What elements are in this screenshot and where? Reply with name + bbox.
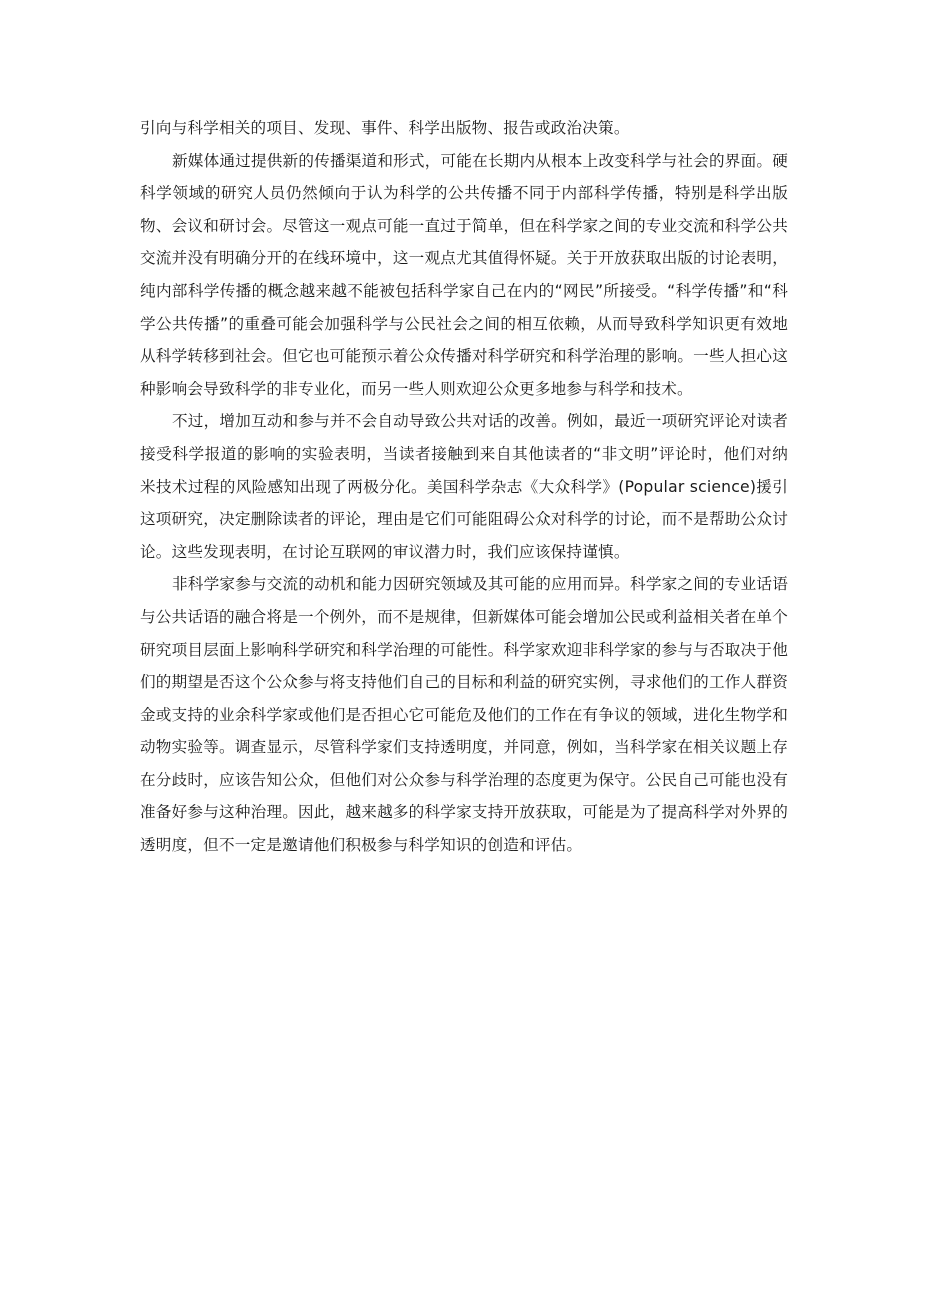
paragraph-new-media: 新媒体通过提供新的传播渠道和形式，可能在长期内从根本上改变科学与社会的界面。硬科学领域的研究人员仍然倾向于认为科学的公共传播不同于内部科学传播，特别是科学出版物、会议和研讨会。尽管这一观点可能一直过于简单，但在科学家之间的专业交流和科学公共交流并没有明确分开的在线环境中，这一观点尤其值得怀疑。关于开放获取出版的讨论表明，纯内部科学传播的概念越来越不能被包括科学家自己在内的“网民”所接受。“科学传播”和“科学公共传播”的重叠可能会加强科学与公民社会之间的相互依赖，从而导致科学知识更有效地从科学转移到社会。但它也可能预示着公众传播对科学研究和科学治理的影响。一些人担心这种影响会导致科学的非专业化，而另一些人则欢迎公众更多地参与科学和技术。 <box>140 151 788 398</box>
paragraph-participation: 非科学家参与交流的动机和能力因研究领域及其可能的应用而异。科学家之间的专业话语与公共话语的融合将是一个例外，而不是规律，但新媒体可能会增加公民或利益相关者在单个研究项目层面上影响科学研究和科学治理的可能性。科学家欢迎非科学家的参与与否取决于他们的期望是否这个公众参与将支持他们自己的目标和利益的研究实例，寻求他们的工作人群资金或支持的业余科学家或他们是否担心它可能危及他们的工作在有争议的领域，进化生物学和动物实验等。调查显示，尽管科学家们支持透明度，并同意，例如，当科学家在相关议题上存在分歧时，应该告知公众，但他们对公众参与科学治理的态度更为保守。公民自己可能也没有准备好参与这种治理。因此，越来越多的科学家支持开放获取，可能是为了提高科学对外界的透明度，但不一定是邀请他们积极参与科学知识的创造和评估。 <box>140 575 788 855</box>
paragraph-interaction: 不过，增加互动和参与并不会自动导致公共对话的改善。例如，最近一项研究评论对读者接受科学报道的影响的实验表明，当读者接触到来自其他读者的“非文明”评论时，他们对纳米技术过程的风险感知出现了两极分化。美国科学杂志《大众科学》(Popular science)援引这项研究，决定删除读者的评论，理由是它们可能阻碍公众对科学的讨论，而不是帮助公众讨论。这些发现表明，在讨论互联网的审议潜力时，我们应该保持谨慎。 <box>140 412 788 561</box>
paragraph-continuation: 引向与科学相关的项目、发现、事件、科学出版物、报告或政治决策。 <box>140 119 630 137</box>
document-body <box>140 112 788 862</box>
